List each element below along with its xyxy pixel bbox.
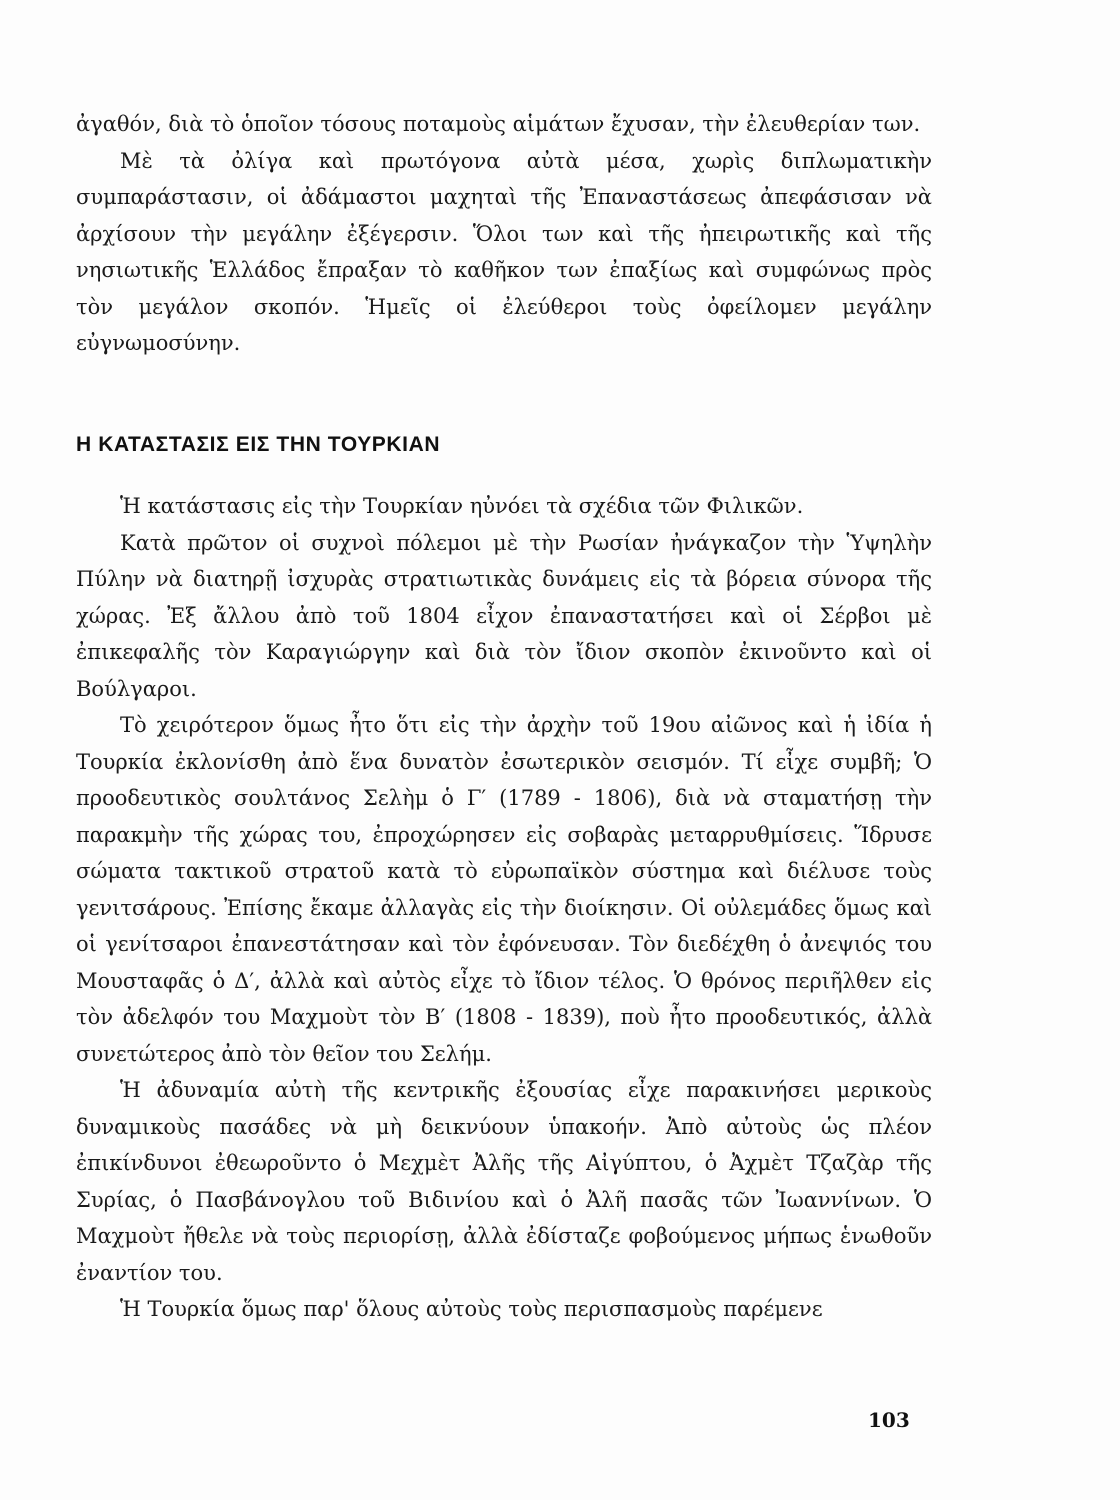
paragraph-section-5: Ἡ Τουρκία ὅμως παρ' ὅλους αὐτοὺς τοὺς περισπασμοὺς παρέμενε [120,1297,823,1321]
paragraph-section-2: Κατὰ πρῶτον οἱ συχνοὶ πόλεμοι μὲ τὴν Ρωσίαν ἠνάγκαζον τὴν Ὑψηλὴν Πύλην νὰ διατηρῇ ἰσχυρὰς στρατιωτικὰς δυνάμεις εἰς τὰ βόρεια σύνορα τῆς χώρας. Ἐξ ἄλλου ἀπὸ τοῦ 1804 εἶχον ἐπαναστατήσει καὶ οἱ Σέρβοι μὲ ἐπικεφαλῆς τὸν Καραγιώργην καὶ διὰ τὸν ἴδιον σκοπὸν ἐκινοῦντο καὶ οἱ Βούλγαροι. [76,530,932,701]
paragraph-intro-continuation: ἀγαθόν, διὰ τὸ ὁποῖον τόσους ποταμοὺς αἱμάτων ἔχυσαν, τὴν ἐλευθερίαν των. [76,112,921,136]
section-text [76,488,932,1328]
paragraph-section-4: Ἡ ἀδυναμία αὐτὴ τῆς κεντρικῆς ἐξουσίας εἶχε παρακινήσει μερικοὺς δυναμικοὺς πασάδες νὰ μὴ δεικνύουν ὑπακοήν. Ἀπὸ αὐτοὺς ὡς πλέον ἐπικίνδυνοι ἐθεωροῦντο ὁ Μεχμὲτ Ἀλῆς τῆς Αἰγύπτου, ὁ Ἀχμὲτ Τζαζὰρ τῆς Συρίας, ὁ Πασβάνογλου τοῦ Βιδινίου καὶ ὁ Ἀλῆ πασᾶς τῶν Ἰωαννίνων. Ὁ Μαχμοὺτ ἤθελε νὰ τοὺς περιορίσῃ, ἀλλὰ ἐδίσταζε φοβούμενος μήπως ἑνωθοῦν ἐναντίον του. [76,1078,932,1285]
intro-text [76,106,932,362]
section-heading: Η ΚΑΤΑΣΤΑΣΙΣ ΕΙΣ ΤΗΝ ΤΟΥΡΚΙΑΝ [76,433,441,456]
paragraph-intro-revolution: Μὲ τὰ ὀλίγα καὶ πρωτόγονα αὐτὰ μέσα, χωρὶς διπλωματικὴν συμπαράστασιν, οἱ ἀδάμαστοι μαχηταὶ τῆς Ἐπαναστάσεως ἀπεφάσισαν νὰ ἀρχίσουν τὴν μεγάλην ἐξέγερσιν. Ὅλοι των καὶ τῆς ἠπειρωτικῆς καὶ τῆς νησιωτικῆς Ἑλλάδος ἔπραξαν τὸ καθῆκον των ἐπαξίως καὶ συμφώνως πρὸς τὸν μεγάλον σκοπόν. Ἡμεῖς οἱ ἐλεύθεροι τοὺς ὀφείλομεν μεγάλην εὐγνωμοσύνην. [76,148,932,355]
paragraph-section-1: Ἡ κατάστασις εἰς τὴν Τουρκίαν ηὐνόει τὰ σχέδια τῶν Φιλικῶν. [120,494,804,518]
page-number: 103 [868,1408,910,1432]
paragraph-section-3: Τὸ χειρότερον ὅμως ἦτο ὅτι εἰς τὴν ἀρχὴν τοῦ 19ου αἰῶνος καὶ ἡ ἰδία ἡ Τουρκία ἐκλονίσθη ἀπὸ ἕνα δυνατὸν ἐσωτερικὸν σεισμόν. Τί εἶχε συμβῆ; Ὁ προοδευτικὸς σουλτάνος Σελὴμ ὁ Γ′ (1789 - 1806), διὰ νὰ σταματήσῃ τὴν παρακμὴν τῆς χώρας του, ἐπροχώρησεν εἰς σοβαρὰς μεταρρυθμίσεις. Ἵδρυσε σώματα τακτικοῦ στρατοῦ κατὰ τὸ εὐρωπαϊκὸν σύστημα καὶ διέλυσε τοὺς γενιτσάρους. Ἐπίσης ἔκαμε ἀλλαγὰς εἰς τὴν διοίκησιν. Οἱ οὐλεμάδες ὅμως καὶ οἱ γενίτσαροι ἐπανεστάτησαν καὶ τὸν ἐφόνευσαν. Τὸν διεδέχθη ὁ ἀνεψιός του Μουσταφᾶς ὁ Δ′, ἀλλὰ καὶ αὐτὸς εἶχε τὸ ἴδιον τέλος. Ὁ θρόνος περιῆλθεν εἰς τὸν ἀδελφόν του Μαχμοὺτ τὸν Β′ (1808 - 1839), ποὺ ἦτο προοδευτικός, ἀλλὰ συνετώτερος ἀπὸ τὸν θεῖον του Σελήμ. [76,713,932,1066]
